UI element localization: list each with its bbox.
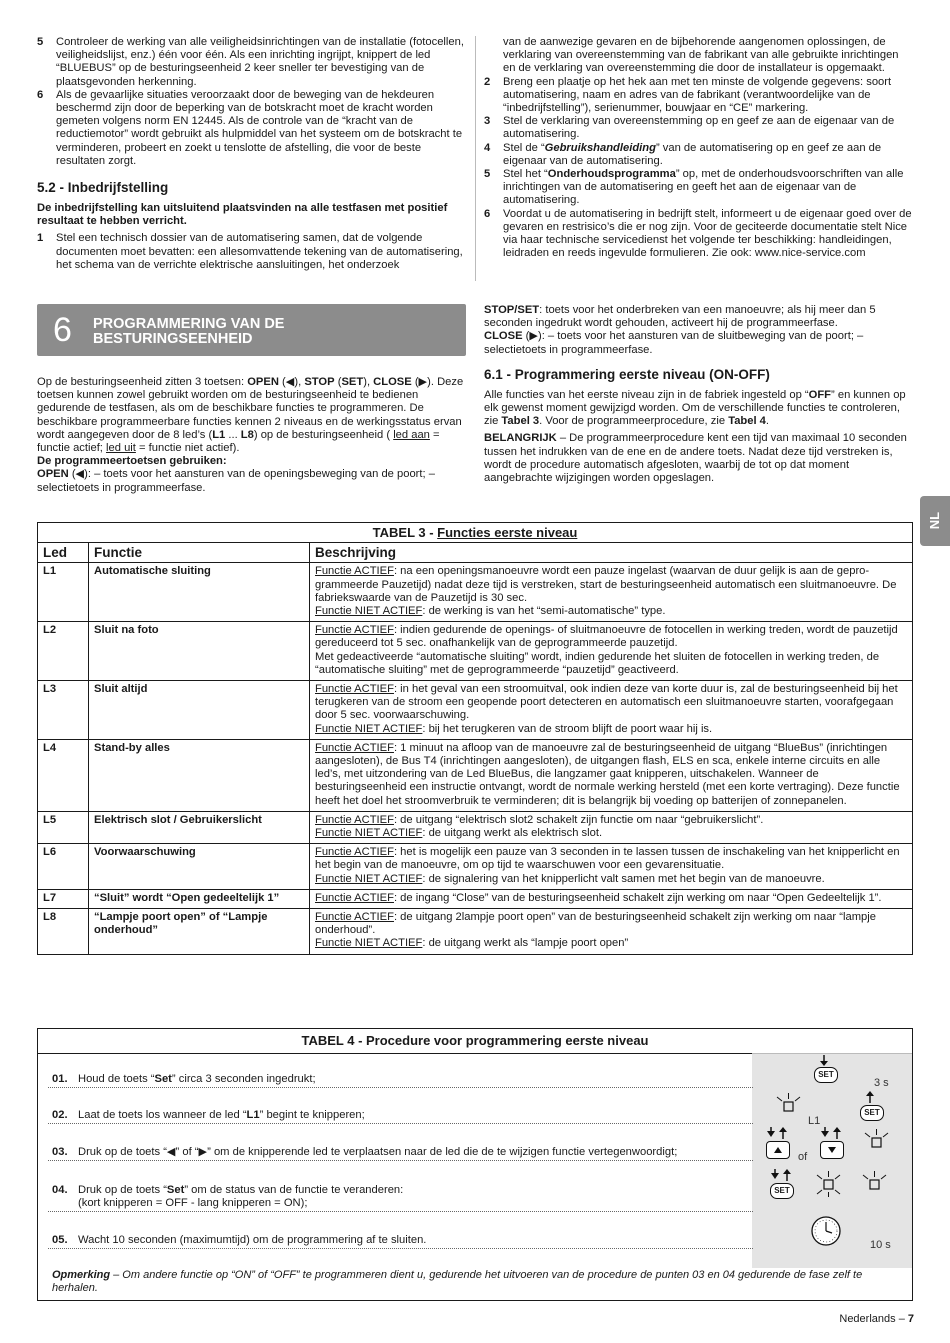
keys-heading: De programmeertoetsen gebruiken: [37,455,227,468]
clock-icon [810,1215,842,1247]
function-cell: Voorwaarschuwing [89,844,310,890]
language-tab: NL [920,496,950,546]
section-intro: De inbedrijfstelling kan uitsluitend plaatsvinden na alle testfasen met positief resultaat te hebben verricht. [37,202,448,228]
description-cell: Functie ACTIEF: 1 minuut na afloop van de manoeuvre zal de besturingseenheid de uitgang “BlueBus” (inrichtingen aangesloten), de Bus T4 (inrichtingen aangesloten), de uitgangen flash, ELS en sca, enkele interne circuits en alle led’s, met uitzondering van de Led BlueBus, die langzamer gaat knipperen, uitschakelen. Wanneer de besturingseenheid een instructie ontvangt, wordt de normale werking hersteld (met een korte vertraging). Deze functie heeft het doel het stroomverbruik te verminderen; dit is belangrijk bij voeding op batterijen of zonnepanelen. [310,739,913,811]
list-item: 5 Stel het “Onderhoudsprogramma” op, met de onderhoudsvoorschriften van alle inrichtingen van de automatisering en geeft het aan de eigenaar van de automatisering. [484,168,904,207]
duration-label: 3 s [874,1077,889,1089]
function-cell: “Sluit” wordt “Open gedeeltelijk 1” [89,889,310,908]
arrow-down-up-icon [770,1169,796,1181]
led-cell: L8 [38,909,89,955]
led-blink-icon [776,1093,802,1119]
description-cell: Functie ACTIEF: na een openingsmanoeuvre wordt een pauze ingelast (waarvan de duur gelijk is aan de geprogrammeerde Pauzetijd) nadat deze tijd is verstreken, start de besturingseenheid automatisch een sluitmanoeuvre. De fabriekswaarde van de Pauzetijd is 30 sec. Functie NIET ACTIEF: de werking is van het “semi-automatische” type. [310,563,913,622]
led-cell: L2 [38,622,89,681]
table-functions [37,522,913,955]
set-button-icon: SET [814,1067,838,1083]
function-cell: Automatische sluiting [89,563,310,622]
stopset-desc: STOP/SET: toets voor het onderbreken van een manoeuvre; als hij meer dan 5 seconden ingedrukt wordt gehouden, activeert hij de programmeerfase. [484,304,876,330]
paragraph: BELANGRIJK – De programmeerprocedure kent een tijd van maximaal 10 seconden tussen het indrukken van de ene en de andere toets. Nadat deze tijd verstreken is, wordt de procedure automatisch afgesloten, waarbij de tot op dat moment aangebrachte wijzigingen worden opgeslagen. [484,432,907,485]
function-cell: Sluit altijd [89,681,310,740]
list-item: 6 Voordat u de automatisering in bedrijft stelt, informeert u de eigenaar goed over de gevaren en restrisico’s die er nog zijn. Voor de geciteerde documentatie stelt Nice via haar technische servicedienst het volgende ter beschikking: handleidingen, leidraden en reeds ingevulde formulieren. Zie ook: www.nice-service.com [484,207,912,260]
led-cell: L3 [38,681,89,740]
open-button-icon [766,1141,790,1159]
duration-label: 10 s [870,1239,891,1251]
table-row [38,889,913,908]
right-mid-column [484,304,914,485]
step-row: 03. Druk op de toets “◀” of “▶” om de knipperende led te verplaatsen naar de led die de te wijzigen functie vertegenwoordigt; [52,1146,678,1158]
table-row [38,739,913,811]
paragraph: Alle functies van het eerste niveau zijn in de fabriek ingesteld op “OFF” en kunnen op elk gewenst moment gewijzigd worden. Om de verschillende functies te controleren, zie Tabel 3. Voor de programmeerprocedure, zie Tabel 4. [484,388,906,428]
led-blink-icon [864,1129,890,1155]
step-row: 01. Houd de toets “Set” circa 3 seconden ingedrukt; [52,1073,316,1085]
function-cell: “Lampje poort open” of “Lampje onderhoud” [89,909,310,955]
led-cell: L6 [38,844,89,890]
description-cell: Functie ACTIEF: de uitgang “elektrisch slot2 schakelt zijn functie om naar “gebruikerslicht”. Functie NIET ACTIEF: de uitgang werkt als elektrisch slot. [310,811,913,843]
open-key-desc: OPEN (◀): – toets voor het aansturen van de openingsbeweging van de poort; – selectietoets in programmeerfase. [37,468,435,494]
chapter-banner [37,304,466,356]
column-divider [475,36,476,281]
led-cell: L7 [38,889,89,908]
list-item: 4 Stel de “Gebruikshandleiding” van de automatisering op en geef ze aan de eigenaar van de automatisering. [484,141,882,167]
arrow-down-up-icon [766,1127,792,1139]
list-item: 2 Breng een plaatje op het hek aan met ten minste de volgende gegevens: soort automatisering, naam en adres van de fabrikant (verantwoordelijke van de “inbedrijfstelling”), serienummer, bouwjaar en “CE” markering. [484,75,892,115]
led-cell: L5 [38,811,89,843]
section-title: 6.1 - Programmering eerste niveau (ON-OFF) [484,366,770,382]
chapter-number: 6 [53,311,72,349]
table-row [38,622,913,681]
led-blink-icon [862,1171,888,1197]
arrow-down-up-icon [820,1127,846,1139]
table-row [38,563,913,622]
set-button-icon: SET [770,1183,794,1199]
function-cell: Sluit na foto [89,622,310,681]
led-cell: L1 [38,563,89,622]
set-button-icon: SET [860,1105,884,1121]
description-cell: Functie ACTIEF: indien gedurende de openings- of sluitmanoeuvre de fotocellen in werking treden, wordt de pauzetijd gereduceerd tot 5 sec. onafhankelijk van de geprogrammeerde pauzetijd. Met gedeactiveerde “automatische sluiting” wordt, indien gedurende het sluiten de fotocellen in werking treden, de “automatische sluiting” met de geprogrammeerde “pauzetijd” geactiveerd. [310,622,913,681]
step-row: 04. Druk op de toets “Set” om de status van de functie te veranderen: (kort knipperen = OFF - lang knipperen = ON); [52,1184,404,1210]
table-caption: TABEL 3 - Functies eerste niveau [38,523,913,543]
intro-paragraph: Op de besturingseenheid zitten 3 toetsen: OPEN (◀), STOP (SET), CLOSE (▶). Deze toetsen kunnen zowel gebruikt worden om de besturingseenheid te bedienen gedurende de testfasen, als om de beschikbare functies te programmeren. De beschikbare programmeerbare functies kennen 2 niveaus en de werkingsstatus ervan wordt aangegeven door de 8 led’s (L1 ... L8) op de besturingseenheid ( led aan = functie actief; led uit = functie niet actief). [37,376,464,455]
function-cell: Elektrisch slot / Gebruikerslicht [89,811,310,843]
left-top-column [37,36,466,272]
function-cell: Stand-by alles [89,739,310,811]
table-caption: TABEL 4 - Procedure voor programmering eerste niveau [38,1029,912,1054]
description-cell: Functie ACTIEF: in het geval van een stroomuitval, ook indien deze van korte duur is, zal de besturingseenheid bij het terugkeren van de stroom een geopende poort detecteren en automatisch een sluitmanoeuvre starten, voorafgegaan door 5 sec. voorwaarschuwing. Functie NIET ACTIEF: bij het terugkeren van de stroom blijft de poort waar hij is. [310,681,913,740]
table-row [38,844,913,890]
list-item: 1 Stel een technisch dossier van de automatisering samen, dat de volgende documenten moet bevatten: een allesomvattende tekening van de automatisering, het schema van de verrichte elektrische aansluitingen, het onderzoek [37,232,463,271]
chapter-title: PROGRAMMERING VAN DE BESTURINGSEENHEID [93,316,285,347]
table-row [38,909,913,955]
description-cell: Functie ACTIEF: het is mogelijk een pauze van 3 seconden in te lassen tussen de inschakeling van het knipperlicht en het begin van de manoeuvre, om op tijd te waarschuwen voor een gevarensituatie. Functie NIET ACTIEF: de signalering van het knipperlicht valt samen met het begin van de manoeuvre. [310,844,913,890]
table-procedure [37,1028,913,1301]
list-item: van de aanwezige gevaren en de bijbehorende aangenomen oplossingen, de verklaring van overeenstemming van de fabrikant van alle gebruikte inrichtingen en de verklaring van overeenstemming die door de installateur is opgemaakt. [503,36,899,75]
table-row [38,681,913,740]
right-top-column [484,36,914,260]
list-item: 5 Controleer de werking van alle veiligheidsinrichtingen van de installatie (fotocellen, veiligheidslijst, enz.) één voor één. Als een inrichting ingrijpt, knippert de led “BLUEBUS” op de besturingseenheid 2 keer sneller ter bevestiging van de plaatsgevonden herkenning. [37,36,464,88]
page-footer: Nederlands – 7 [839,1313,914,1325]
arrow-down-icon [818,1055,830,1067]
table-header: Led Functie Beschrijving [38,543,913,563]
section-title: 5.2 - Inbedrijfstelling [37,180,169,196]
led-blink-icon [816,1171,842,1197]
table-row [38,811,913,843]
led-label: L1 [808,1115,821,1127]
list-item: 3 Stel de verklaring van overeenstemming op en geef ze aan de eigenaar van de automatisering. [484,115,895,141]
close-button-icon [820,1141,844,1159]
step-row: 05. Wacht 10 seconden (maximumtijd) om de programmering af te sluiten. [52,1234,427,1246]
led-cell: L4 [38,739,89,811]
description-cell: Functie ACTIEF: de uitgang 2lampje poort open” van de besturingseenheid schakelt zijn werking om naar “lampje onderhoud”. Functie NIET ACTIEF: de uitgang werkt als “lampje poort open” [310,909,913,955]
close-desc: CLOSE (▶): – toets voor het aansturen van de sluitbeweging van de poort; – selectietoets in programmeerfase. [484,330,864,356]
or-label: of [798,1151,808,1163]
left-mid-column [37,376,466,495]
list-item: 6 Als de gevaarlijke situaties veroorzaakt door de beweging van de hekdeuren beschermd zijn door de beperking van de botskracht moet de kracht worden gemeten volgens norm EN 12445. Als de controle van de “kracht van de reductiemotor” wordt gebruikt als hulpmiddel van het systeem om de botskracht te verminderen, probeert en zoekt u tenslotte de afstelling, die voor de beste resultaten zorgt. [37,88,463,167]
note: Opmerking – Om andere functie op “ON” of “OFF” te programmeren dient u, gedurende het uitvoeren van de procedure de punten 03 en 04 gedurende de fase zelf te herhalen. [52,1269,863,1294]
step-row: 02. Laat de toets los wanneer de led “L1” begint te knipperen; [52,1109,365,1121]
arrow-up-icon [864,1091,876,1103]
description-cell: Functie ACTIEF: de ingang “Close” van de besturingseenheid schakelt zijn werking om naar “Open Gedeeltelijk 1”. [310,889,913,908]
